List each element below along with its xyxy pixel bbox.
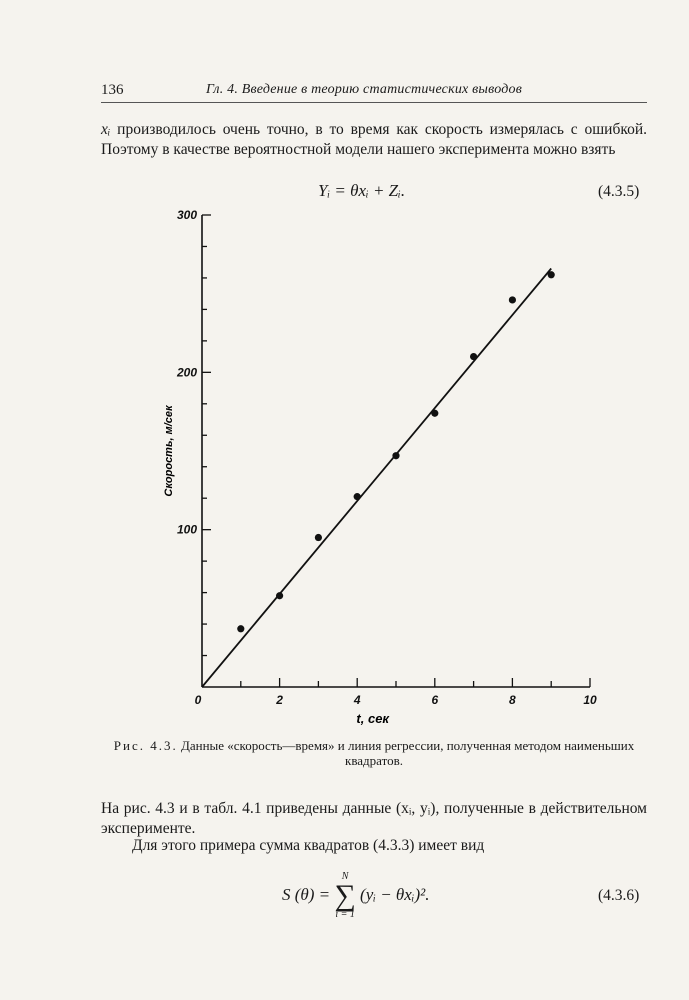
data-point xyxy=(470,353,477,360)
y-tick-label: 200 xyxy=(176,365,197,380)
y-tick-label: 100 xyxy=(176,522,197,537)
figure-caption-text: Данные «скорость—время» и линия регрессии, полученная методом наименьших квадратов. xyxy=(177,738,635,768)
y-tick-label: 300 xyxy=(176,208,197,222)
x-tick-label: 2 xyxy=(276,693,283,707)
paragraph-1 xyxy=(101,120,647,159)
chart-tick-labels xyxy=(176,208,597,707)
equation-4-3-6-number: (4.3.6) xyxy=(598,887,640,904)
data-point xyxy=(315,534,322,541)
running-head: Гл. 4. Введение в теорию статистических выводов xyxy=(206,82,522,97)
x-tick-label: 6 xyxy=(431,693,439,707)
paragraph-2: На рис. 4.3 и в табл. 4.1 приведены данные (xᵢ, yᵢ), полученные в действительном эксперименте. xyxy=(101,800,647,837)
equation-4-3-6 xyxy=(282,872,430,920)
data-point xyxy=(392,452,399,459)
summation-upper-limit: N xyxy=(341,871,349,882)
data-points xyxy=(237,271,555,632)
page-number: 136 xyxy=(101,82,124,98)
figure-caption xyxy=(101,738,647,768)
paragraph-3: Для этого примера сумма квадратов (4.3.3) имеет вид xyxy=(132,837,485,854)
data-point xyxy=(276,592,283,599)
paragraph-1-variable: xᵢ xyxy=(101,121,111,138)
data-point xyxy=(509,296,516,303)
data-point xyxy=(237,625,244,632)
header-rule xyxy=(101,102,647,103)
equation-4-3-5-number: (4.3.5) xyxy=(598,183,640,200)
data-point xyxy=(354,493,361,500)
x-axis-label: t, сек xyxy=(356,711,390,726)
x-tick-label: 8 xyxy=(509,693,516,707)
regression-line xyxy=(202,268,551,687)
y-axis-label: Скорость, м/сек xyxy=(163,405,175,497)
x-tick-label: 10 xyxy=(583,693,597,707)
equation-4-3-6-lhs: S (θ) = xyxy=(282,884,331,904)
data-point xyxy=(431,410,438,417)
figure-caption-label: Рис. 4.3. xyxy=(113,738,178,753)
equation-4-3-6-rhs: (yᵢ − θxᵢ)². xyxy=(360,884,430,904)
summation-symbol: N ∑ i = 1 xyxy=(334,871,356,920)
x-tick-label: 0 xyxy=(194,693,202,707)
summation-lower-limit: i = 1 xyxy=(335,909,355,920)
x-tick-label: 4 xyxy=(353,693,361,707)
equation-4-3-5: Yᵢ = θxᵢ + Zᵢ. xyxy=(318,181,406,200)
paragraph-1-text: производилось очень точно, в то время как скорость измерялась с ошибкой. Поэтому в качестве вероятностной модели нашего эксперимента можно взять xyxy=(101,121,647,158)
velocity-time-chart xyxy=(150,208,610,733)
data-point xyxy=(548,271,555,278)
